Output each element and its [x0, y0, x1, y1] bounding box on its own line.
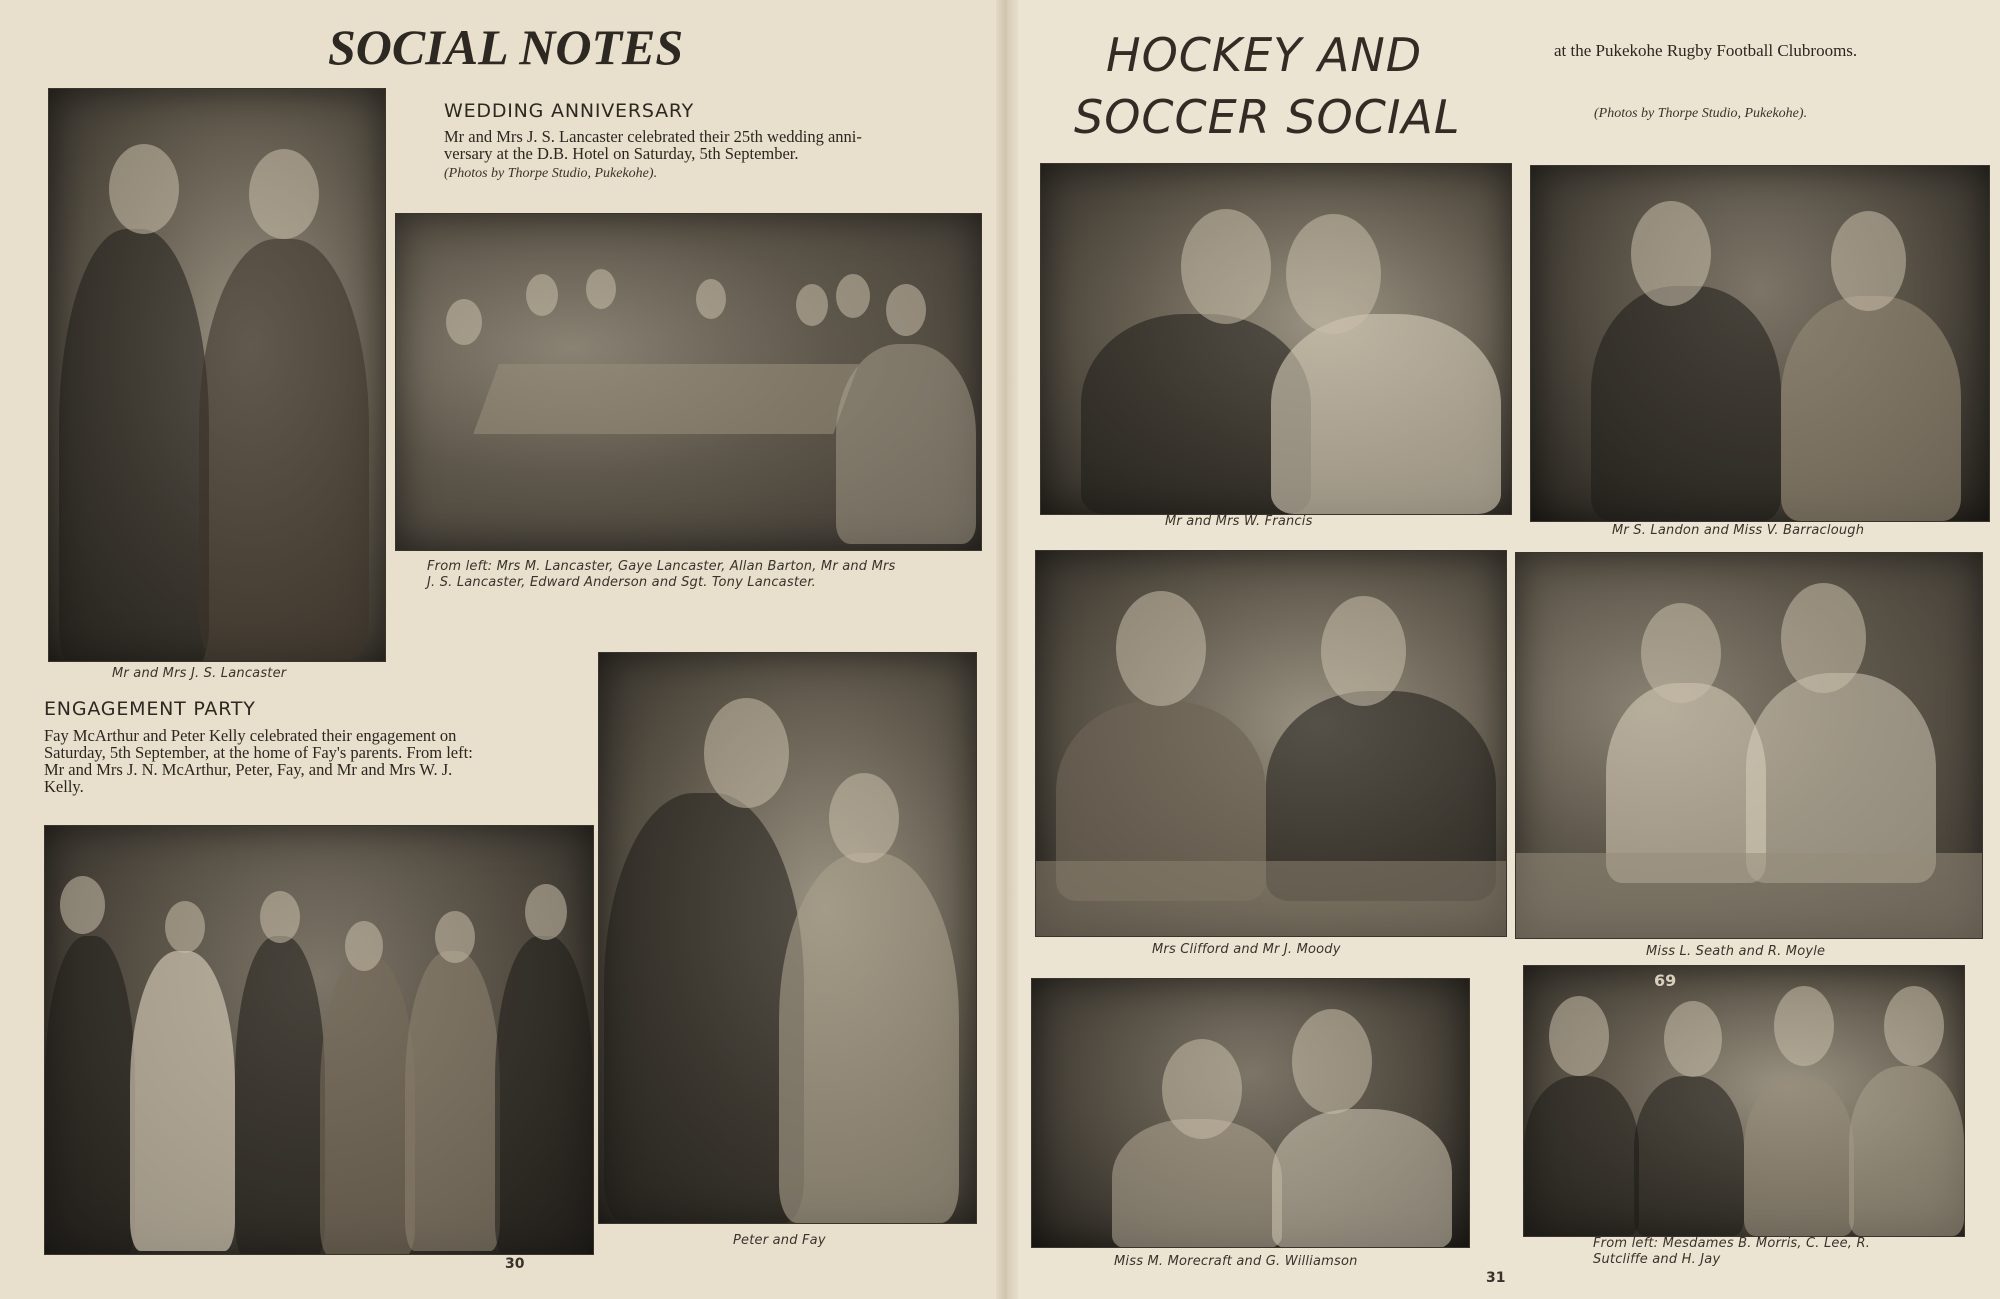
- venue-text: at the Pukekohe Rugby Football Clubrooms.: [1554, 41, 1858, 60]
- caption-peter-and-fay: Peter and Fay: [733, 1233, 826, 1248]
- page-number-right: 31: [1486, 1270, 1506, 1286]
- wedding-text-line1: Mr and Mrs J. S. Lancaster celebrated their 25th wedding anni-: [444, 127, 862, 146]
- photo-clifford-moody: [1035, 550, 1507, 937]
- hockey-soccer-title-line2: SOCCER SOCIAL: [1074, 90, 1461, 144]
- photo-peter-and-fay: [598, 652, 977, 1224]
- caption-landon-barraclough: Mr S. Landon and Miss V. Barraclough: [1612, 523, 1865, 538]
- caption-lancaster-table: [427, 559, 896, 591]
- engagement-text-line4: Kelly.: [44, 777, 84, 796]
- photo-francis: [1040, 163, 1512, 515]
- engagement-heading: ENGAGEMENT PARTY: [44, 698, 256, 720]
- engagement-text-line3: Mr and Mrs J. N. McArthur, Peter, Fay, and Mr and Mrs W. J.: [44, 760, 453, 779]
- caption-mesdames-line2: Sutcliffe and H. Jay: [1593, 1252, 1721, 1267]
- photo-landon-barraclough: [1530, 165, 1990, 522]
- hockey-soccer-title: [1074, 24, 1461, 148]
- caption-clifford-moody: Mrs Clifford and Mr J. Moody: [1152, 942, 1341, 957]
- caption-mesdames-line1: From left: Mesdames B. Morris, C. Lee, R.: [1593, 1236, 1871, 1251]
- hockey-credit: (Photos by Thorpe Studio, Pukekohe).: [1594, 106, 1808, 121]
- photo-engagement-group: [44, 825, 594, 1255]
- engagement-text-line1: Fay McArthur and Peter Kelly celebrated their engagement on: [44, 726, 457, 745]
- wedding-text: [444, 128, 984, 162]
- page-gutter: [996, 0, 1018, 1299]
- caption-seath-moyle: Miss L. Seath and R. Moyle: [1646, 944, 1826, 959]
- wedding-text-line2: versary at the D.B. Hotel on Saturday, 5th September.: [444, 144, 799, 163]
- photo-mesdames-group: [1523, 965, 1965, 1237]
- caption-lancaster-couple: Mr and Mrs J. S. Lancaster: [112, 666, 287, 681]
- sign-number: 69: [1654, 971, 1677, 990]
- caption-morecraft-williamson: Miss M. Morecraft and G. Williamson: [1114, 1254, 1358, 1269]
- wedding-credit: (Photos by Thorpe Studio, Pukekohe).: [444, 166, 658, 181]
- wedding-heading: WEDDING ANNIVERSARY: [444, 100, 695, 122]
- photo-lancaster-table: [395, 213, 982, 551]
- caption-mesdames-group: [1593, 1236, 1870, 1268]
- page-number-left: 30: [505, 1256, 525, 1272]
- photo-seath-moyle: [1515, 552, 1983, 939]
- social-notes-title: SOCIAL NOTES: [328, 19, 684, 75]
- caption-lancaster-table-line2: J. S. Lancaster, Edward Anderson and Sgt. Tony Lancaster.: [427, 575, 817, 590]
- photo-morecraft-williamson: [1031, 978, 1470, 1248]
- photo-lancaster-couple: [48, 88, 386, 662]
- caption-francis: Mr and Mrs W. Francis: [1165, 514, 1313, 529]
- hockey-soccer-title-line1: HOCKEY AND: [1106, 28, 1423, 82]
- engagement-text: [44, 727, 604, 795]
- caption-lancaster-table-line1: From left: Mrs M. Lancaster, Gaye Lancaster, Allan Barton, Mr and Mrs: [427, 559, 896, 574]
- engagement-text-line2: Saturday, 5th September, at the home of Fay's parents. From left:: [44, 743, 473, 762]
